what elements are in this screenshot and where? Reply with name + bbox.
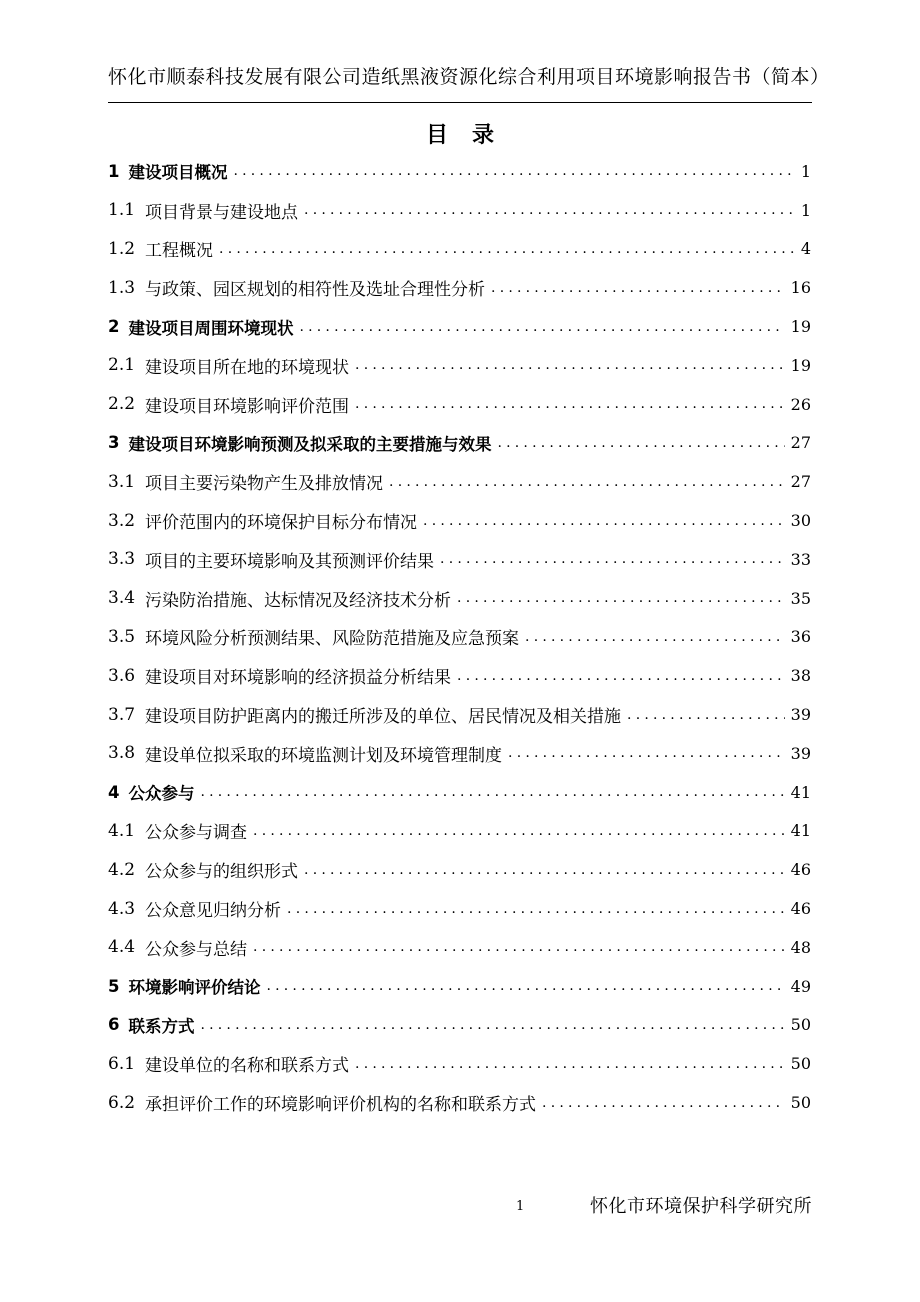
- toc-dot-leader: [200, 1017, 784, 1033]
- toc-entry-label: 公众参与总结: [145, 939, 248, 960]
- toc-dot-leader: [253, 823, 785, 839]
- toc-entry-label: 建设项目所在地的环境现状: [145, 357, 350, 378]
- toc-entry-page: 39: [790, 705, 811, 725]
- toc-entry[interactable]: [108, 1006, 811, 1045]
- toc-entry-page: 50: [790, 1015, 811, 1035]
- toc-dot-leader: [287, 901, 785, 917]
- toc-entry-page: 49: [790, 976, 811, 996]
- toc-entry-label: 评价范围内的环境保护目标分布情况: [145, 513, 418, 534]
- toc-entry-label: 环境风险分析预测结果、风险防范措施及应急预案: [145, 629, 520, 650]
- toc-entry-label: 项目的主要环境影响及其预测评价结果: [145, 551, 435, 572]
- toc-entry-page: 16: [790, 278, 811, 298]
- toc-entry-page: 50: [790, 1054, 811, 1074]
- toc-entry-label: 联系方式: [128, 1016, 195, 1036]
- toc-entry[interactable]: [108, 734, 811, 773]
- toc-entry-page: 26: [790, 394, 811, 414]
- toc-entry-label: 公众意见归纳分析: [145, 901, 282, 922]
- toc-entry[interactable]: [108, 656, 811, 695]
- toc-entry-label: 建设项目周围环境现状: [128, 318, 294, 338]
- toc-dot-leader: [233, 163, 794, 179]
- toc-entry[interactable]: [108, 850, 811, 889]
- toc-entry-label: 建设单位的名称和联系方式: [145, 1056, 350, 1077]
- toc-entry-page: 1: [800, 200, 811, 220]
- toc-dot-leader: [355, 1056, 785, 1072]
- toc-entry[interactable]: [108, 230, 811, 269]
- toc-dot-leader: [457, 590, 785, 606]
- toc-dot-leader: [542, 1095, 785, 1111]
- toc-entry-number: 5: [108, 976, 120, 996]
- toc-dot-leader: [355, 396, 785, 412]
- toc-entry[interactable]: [108, 462, 811, 501]
- toc-entry-label: 建设单位拟采取的环境监测计划及环境管理制度: [145, 745, 503, 766]
- toc-dot-leader: [491, 280, 785, 296]
- toc-dot-leader: [423, 513, 785, 529]
- toc-dot-leader: [304, 862, 785, 878]
- toc-entry-page: 48: [790, 937, 811, 957]
- toc-dot-leader: [525, 629, 785, 645]
- toc-entry-label: 公众参与: [128, 784, 195, 804]
- toc-entry-page: 41: [790, 782, 811, 802]
- toc-entry-page: 19: [790, 317, 811, 337]
- toc-entry[interactable]: [108, 889, 811, 928]
- toc-dot-leader: [389, 474, 785, 490]
- toc-entry-label: 污染防治措施、达标情况及经济技术分析: [145, 590, 452, 611]
- toc-dot-leader: [219, 241, 795, 257]
- toc-dot-leader: [200, 784, 784, 800]
- toc-entry-label: 项目背景与建设地点: [145, 202, 299, 223]
- toc-entry-number: 4: [108, 782, 120, 802]
- toc-entry-number: 3.5: [108, 626, 136, 647]
- toc-entry-number: 4.1: [108, 820, 136, 841]
- toc-entry[interactable]: [108, 812, 811, 851]
- toc-entry-page: 36: [790, 627, 811, 647]
- toc-entry-number: 4.4: [108, 937, 136, 958]
- footer-organization: 怀化市环境保护科学研究所: [590, 1196, 812, 1217]
- toc-entry-label: 承担评价工作的环境影响评价机构的名称和联系方式: [145, 1095, 537, 1116]
- toc-entry-number: 3.6: [108, 665, 136, 686]
- toc-entry[interactable]: [108, 424, 811, 463]
- toc-entry-page: 19: [790, 355, 811, 375]
- toc-entry[interactable]: [108, 1044, 811, 1083]
- toc-entry[interactable]: [108, 385, 811, 424]
- toc-dot-leader: [508, 745, 785, 761]
- toc-entry-number: 1.3: [108, 277, 136, 298]
- toc-entry-page: 46: [790, 860, 811, 880]
- toc-entry-label: 工程概况: [145, 241, 214, 262]
- toc-entry[interactable]: [108, 307, 811, 346]
- toc-entry-page: 1: [800, 161, 811, 181]
- toc-entry-page: 27: [790, 433, 811, 453]
- toc-entry-label: 建设项目概况: [128, 163, 228, 183]
- toc-dot-leader: [440, 551, 785, 567]
- toc-entry-number: 6.2: [108, 1092, 136, 1113]
- toc-entry[interactable]: [108, 540, 811, 579]
- toc-entry[interactable]: [108, 191, 811, 230]
- toc-entry-number: 6.1: [108, 1053, 136, 1074]
- toc-entry[interactable]: [108, 928, 811, 967]
- toc-dot-leader: [355, 357, 785, 373]
- toc-entry[interactable]: [108, 579, 811, 618]
- toc-entry-number: 2.2: [108, 394, 136, 415]
- toc-entry-page: 4: [800, 239, 811, 259]
- toc-entry-number: 1.2: [108, 238, 136, 259]
- toc-entry-label: 建设项目防护距离内的搬迁所涉及的单位、居民情况及相关措施: [145, 707, 622, 728]
- toc-entry-page: 27: [790, 472, 811, 492]
- toc-entry[interactable]: [108, 1083, 811, 1122]
- toc-entry[interactable]: [108, 695, 811, 734]
- toc-entry-number: 4.3: [108, 898, 136, 919]
- toc-entry-number: 6: [108, 1015, 120, 1035]
- toc-entry-label: 公众参与的组织形式: [145, 862, 299, 883]
- toc-entry-number: 3.7: [108, 704, 136, 725]
- toc-entry-page: 50: [790, 1093, 811, 1113]
- toc-entry-label: 建设项目对环境影响的经济损益分析结果: [145, 668, 452, 689]
- toc-entry-number: 2.1: [108, 355, 136, 376]
- header-divider: [108, 102, 812, 103]
- toc-entry-page: 41: [790, 821, 811, 841]
- toc-entry-number: 3.2: [108, 510, 136, 531]
- toc-entry-label: 环境影响评价结论: [128, 978, 261, 998]
- toc-entry-page: 38: [790, 666, 811, 686]
- toc-entry-number: 3: [108, 433, 120, 453]
- toc-entry-page: 30: [790, 511, 811, 531]
- toc-entry-label: 建设项目环境影响预测及拟采取的主要措施与效果: [128, 434, 492, 454]
- toc-dot-leader: [627, 707, 785, 723]
- toc-entry[interactable]: [108, 773, 811, 812]
- toc-entry-number: 2: [108, 317, 120, 337]
- toc-entry-page: 46: [790, 899, 811, 919]
- toc-dot-leader: [497, 435, 784, 451]
- toc-entry[interactable]: [108, 152, 811, 191]
- toc-dot-leader: [299, 319, 784, 335]
- toc-entry[interactable]: [108, 501, 811, 540]
- toc-entry[interactable]: [108, 967, 811, 1006]
- toc-entry-number: 3.4: [108, 588, 136, 609]
- toc-entry-page: 33: [790, 549, 811, 569]
- toc-entry-page: 39: [790, 743, 811, 763]
- toc-dot-leader: [304, 202, 795, 218]
- toc-entry-number: 3.8: [108, 743, 136, 764]
- table-of-contents: [108, 152, 811, 1122]
- page-number: 1: [516, 1199, 525, 1214]
- toc-dot-leader: [253, 939, 785, 955]
- toc-entry-label: 公众参与调查: [145, 823, 248, 844]
- toc-title: 目录: [425, 122, 518, 148]
- document-header: 怀化市顺泰科技发展有限公司造纸黑液资源化综合利用项目环境影响报告书（简本）: [108, 66, 830, 88]
- toc-entry-label: 建设项目环境影响评价范围: [145, 396, 350, 417]
- toc-entry-number: 1.1: [108, 200, 136, 221]
- toc-dot-leader: [457, 668, 785, 684]
- toc-entry-number: 4.2: [108, 859, 136, 880]
- toc-entry[interactable]: [108, 268, 811, 307]
- toc-entry-label: 与政策、园区规划的相符性及选址合理性分析: [145, 280, 486, 301]
- toc-entry-number: 3.3: [108, 549, 136, 570]
- toc-entry-number: 3.1: [108, 471, 136, 492]
- toc-entry-number: 1: [108, 161, 120, 181]
- toc-entry[interactable]: [108, 618, 811, 657]
- toc-entry-page: 35: [790, 588, 811, 608]
- toc-entry[interactable]: [108, 346, 811, 385]
- toc-dot-leader: [266, 978, 784, 994]
- toc-entry-label: 项目主要污染物产生及排放情况: [145, 474, 384, 495]
